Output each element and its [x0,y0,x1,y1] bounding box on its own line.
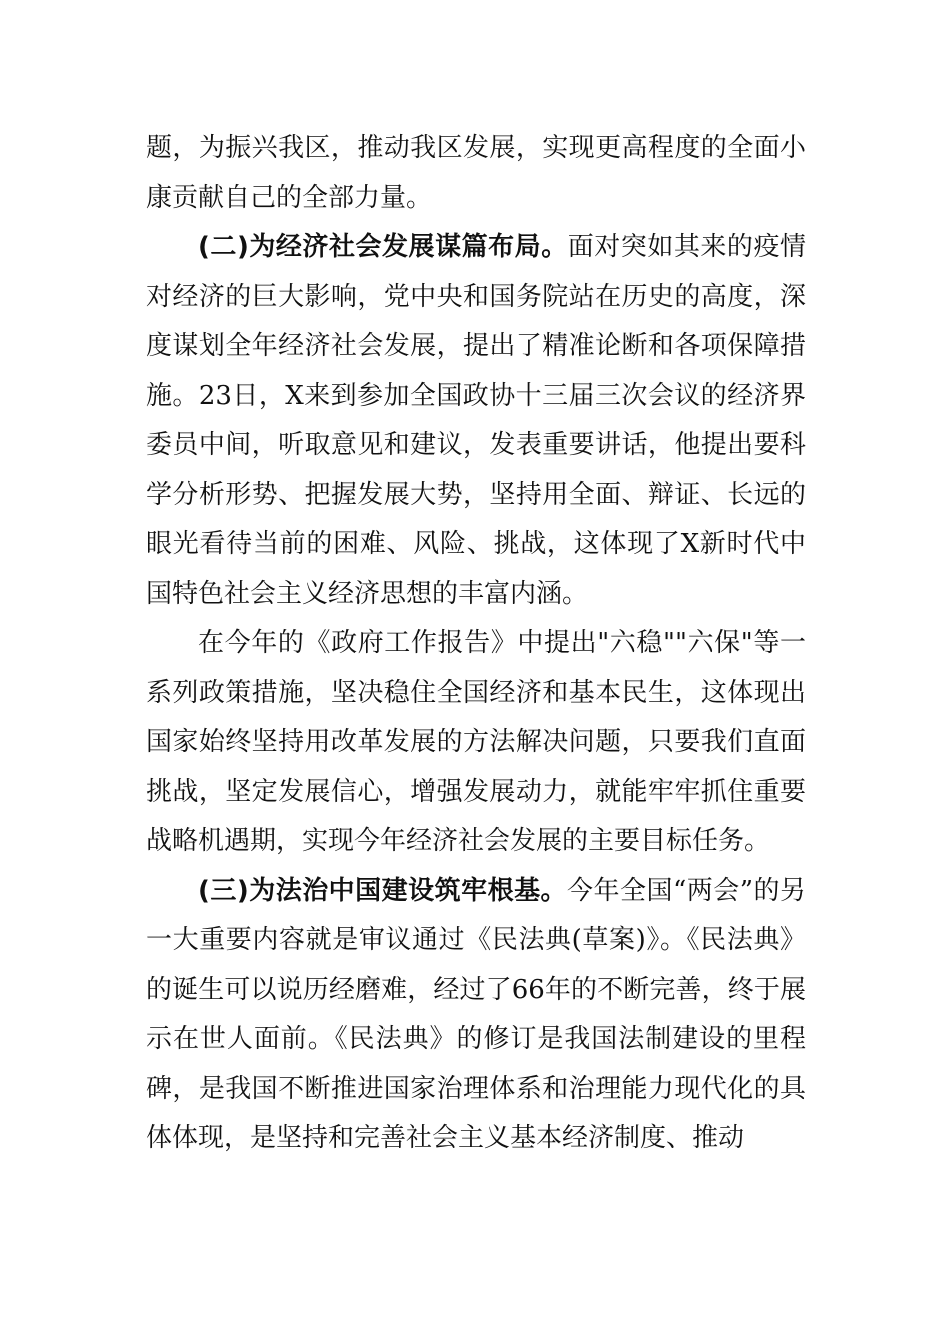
paragraph-text: 今年全国“两会”的另一大重要内容就是审议通过《民法典(草案)》。《民法典》的诞生可以说历经磨难，经过了66年的不断完善，终于展示在世人面前。《民法典》的修订是我国法制建设的里程碑，是我国不断推进国家治理体系和治理能力现代化的具体体现，是坚持和完善社会主义基本经济制度、推动 [146,875,806,1153]
section-heading: (三)为法治中国建设筑牢根基。 [198,875,568,906]
section-heading: (二)为经济社会发展谋篇布局。 [198,232,568,262]
document-body [146,124,806,1164]
paragraph-rule-of-law [146,867,806,1164]
paragraph-continuation [146,124,806,223]
paragraph-text: 题，为振兴我区，推动我区发展，实现更高程度的全面小康贡献自己的全部力量。 [146,133,806,213]
paragraph-text: 面对突如其来的疫情对经济的巨大影响，党中央和国务院站在历史的高度，深度谋划全年经济社会发展，提出了精准论断和各项保障措施。23日，X来到参加全国政协十三届三次会议的经济界委员中间，听取意见和建议，发表重要讲话，他提出要科学分析形势、把握发展大势，坚持用全面、辩证、长远的眼光看待当前的困难、风险、挑战，这体现了X新时代中国特色社会主义经济思想的丰富内涵。 [146,232,806,609]
paragraph-text: 在今年的《政府工作报告》中提出"六稳""六保"等一系列政策措施，坚决稳住全国经济和基本民生，这体现出国家始终坚持用改革发展的方法解决问题，只要我们直面挑战，坚定发展信心，增强发展动力，就能牢牢抓住重要战略机遇期，实现今年经济社会发展的主要目标任务。 [146,628,806,856]
paragraph-economy [146,223,806,619]
paragraph-government-report [146,619,806,867]
